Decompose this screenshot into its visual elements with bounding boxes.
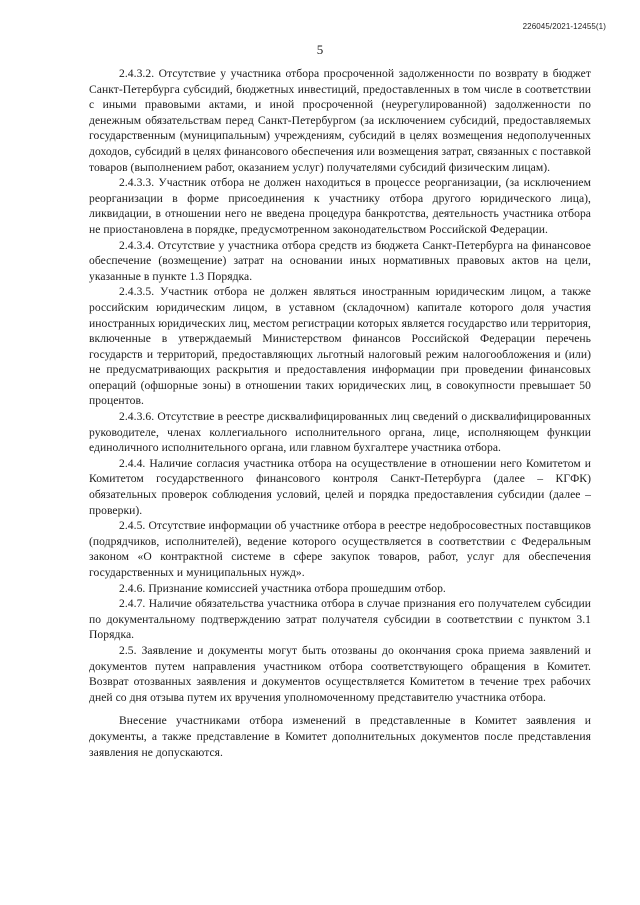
paragraph-changes: Внесение участниками отбора изменений в представленные в Комитет заявления и документы, а также представление в Комитет дополнительных документов после представления заявления не допускаются. [89, 714, 591, 759]
paragraph-2-5: 2.5. Заявление и документы могут быть отозваны до окончания срока приема заявлений и документов путем направления участником отбора соответствующего обращения в Комитет. Возврат отозванных заявления и документов осуществляется Комитетом в течение трех рабочих дней со дня отзыва путем их вручения уполномоченному представителю участника отбора. [89, 643, 591, 704]
paragraph-2-4-4: 2.4.4. Наличие согласия участника отбора на осуществление в отношении него Комитетом и Комитетом государственного финансового контроля Санкт-Петербурга (далее – КГФК) обязательных проверок соблюдения условий, целей и порядка предоставления субсидии (далее – проверки). [89, 456, 591, 517]
paragraph-2-4-3-3: 2.4.3.3. Участник отбора не должен находиться в процессе реорганизации, (за исключением реорганизации в форме присоединения к участнику отбора другого юридического лица), ликвидации, в отношении него не введена процедура банкротства, деятельность участника отбора не приостановлена в порядке, предусмотренном законодательством Российской Федерации. [89, 176, 591, 236]
paragraph-2-4-7: 2.4.7. Наличие обязательства участника отбора в случае признания его получателем субсидии по документальному подтверждению затрат получателя субсидии в соответствии с пунктом 3.1 Порядка. [89, 597, 591, 642]
paragraph-2-4-3-4: 2.4.3.4. Отсутствие у участника отбора средств из бюджета Санкт-Петербурга на финансовое обеспечение (возмещение) затрат на основании иных нормативных правовых актов на цели, указанные в пункте 1.3 Порядка. [89, 238, 591, 283]
document-body [89, 66, 591, 760]
paragraph-2-4-3-5: 2.4.3.5. Участник отбора не должен являться иностранным юридическим лицом, а также российским юридическим лицом, в уставном (складочном) капитале которого доля участия иностранных юридических лиц, местом регистрации которых является государство или территория, включенные в утверждаемый Министерством финансов Российской Федерации перечень государств и территорий, предоставляющих льготный налоговый режим налогообложения и (или) не предусматривающих раскрытия и предоставления информации при проведении финансовых операций (офшорные зоны) в отношении таких юридических лиц, в совокупности превышает 50 процентов. [89, 285, 591, 408]
document-id: 226045/2021-12455(1) [522, 22, 606, 31]
paragraph-2-4-5: 2.4.5. Отсутствие информации об участнике отбора в реестре недобросовестных поставщиков (подрядчиков, исполнителей), ведение которого осуществляется в соответствии с Федеральным законом «О контрактной системе в сфере закупок товаров, работ, услуг для обеспечения государственных и муниципальных нужд». [89, 519, 591, 579]
paragraph-2-4-3-6: 2.4.3.6. Отсутствие в реестре дисквалифицированных лиц сведений о дисквалифицированных руководителе, членах коллегиального исполнительного органа, лице, исполняющем функции единоличного исполнительного органа, или главном бухгалтере участника отбора. [89, 410, 591, 455]
paragraph-2-4-3-2: 2.4.3.2. Отсутствие у участника отбора просроченной задолженности по возврату в бюджет Санкт-Петербурга субсидий, бюджетных инвестиций, предоставленных в том числе в соответствии с иными правовыми актами, и иной просроченной (неурегулированной) задолженности по денежным обязательствам перед Санкт-Петербургом (за исключением субсидий, предоставляемых государственным (муниципальным) учреждениям, субсидий в целях возмещения недополученных доходов, субсидий в целях финансового обеспечения или возмещения затрат, связанных с поставкой товаров (выполнением работ, оказанием услуг) получателями субсидий физическим лицам). [89, 67, 591, 174]
paragraph-2-4-6: 2.4.6. Признание комиссией участника отбора прошедшим отбор. [119, 581, 446, 595]
page-number: 5 [316, 42, 324, 57]
